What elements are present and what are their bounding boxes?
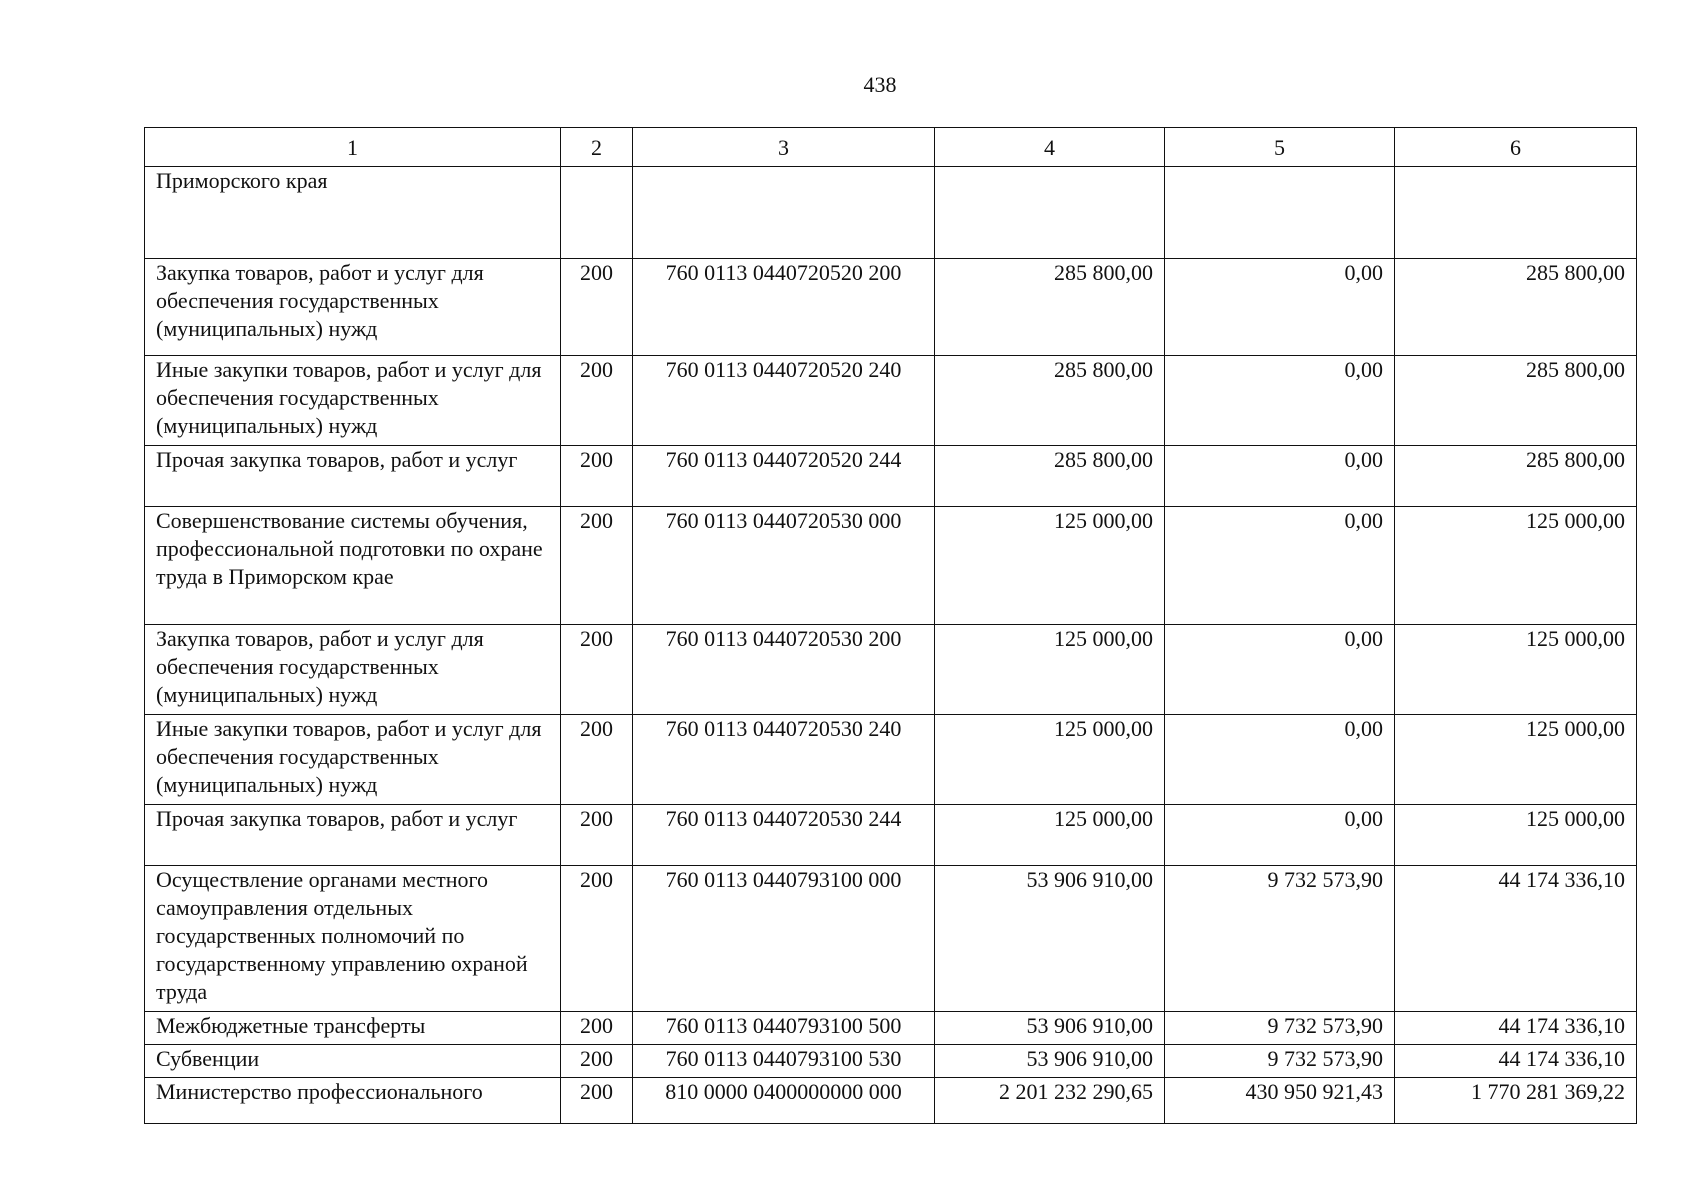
row-code-cell: 200 [561, 805, 633, 866]
row-amount-plan-cell [935, 167, 1165, 259]
row-kbk-cell: 760 0113 0440720520 240 [633, 356, 935, 446]
row-name-cell: Закупка товаров, работ и услуг для обеспечения государственных (муниципальных) нужд [145, 625, 561, 715]
row-kbk-cell: 760 0113 0440720530 000 [633, 507, 935, 625]
budget-table [144, 127, 1637, 1124]
row-kbk-cell: 760 0113 0440720520 244 [633, 446, 935, 507]
table-row [145, 356, 1637, 446]
row-kbk-cell: 810 0000 0400000000 000 [633, 1078, 935, 1124]
row-name-cell: Прочая закупка товаров, работ и услуг [145, 805, 561, 866]
row-amount-exec-cell [1165, 167, 1395, 259]
row-name-cell: Приморского края [145, 167, 561, 259]
row-code-cell [561, 167, 633, 259]
row-amount-plan-cell: 285 800,00 [935, 356, 1165, 446]
row-name-cell: Иные закупки товаров, работ и услуг для обеспечения государственных (муниципальных) нужд [145, 356, 561, 446]
table-row [145, 167, 1637, 259]
row-amount-exec-cell: 9 732 573,90 [1165, 1012, 1395, 1045]
row-name-cell: Прочая закупка товаров, работ и услуг [145, 446, 561, 507]
row-code-cell: 200 [561, 1012, 633, 1045]
table-row [145, 259, 1637, 356]
row-kbk-cell: 760 0113 0440793100 000 [633, 866, 935, 1012]
table-row [145, 866, 1637, 1012]
row-name-cell: Совершенствование системы обучения, профессиональной подготовки по охране труда в Приморском крае [145, 507, 561, 625]
row-amount-exec-cell: 430 950 921,43 [1165, 1078, 1395, 1124]
row-amount-exec-cell: 9 732 573,90 [1165, 1045, 1395, 1078]
row-code-cell: 200 [561, 1045, 633, 1078]
row-amount-exec-cell: 0,00 [1165, 446, 1395, 507]
column-header: 5 [1165, 128, 1395, 167]
row-amount-remain-cell: 125 000,00 [1395, 805, 1637, 866]
row-amount-plan-cell: 2 201 232 290,65 [935, 1078, 1165, 1124]
row-amount-remain-cell: 44 174 336,10 [1395, 1045, 1637, 1078]
column-header: 1 [145, 128, 561, 167]
row-amount-remain-cell: 125 000,00 [1395, 507, 1637, 625]
row-name-cell: Субвенции [145, 1045, 561, 1078]
row-amount-plan-cell: 125 000,00 [935, 805, 1165, 866]
table-row [145, 1045, 1637, 1078]
row-name-cell: Закупка товаров, работ и услуг для обеспечения государственных (муниципальных) нужд [145, 259, 561, 356]
row-amount-plan-cell: 125 000,00 [935, 625, 1165, 715]
row-amount-remain-cell: 285 800,00 [1395, 259, 1637, 356]
table-row [145, 1078, 1637, 1124]
row-amount-plan-cell: 53 906 910,00 [935, 1012, 1165, 1045]
row-amount-remain-cell: 285 800,00 [1395, 446, 1637, 507]
row-amount-exec-cell: 0,00 [1165, 356, 1395, 446]
row-amount-remain-cell: 44 174 336,10 [1395, 866, 1637, 1012]
row-amount-plan-cell: 53 906 910,00 [935, 1045, 1165, 1078]
column-header: 4 [935, 128, 1165, 167]
row-code-cell: 200 [561, 625, 633, 715]
row-name-cell: Министерство профессионального [145, 1078, 561, 1124]
row-amount-exec-cell: 0,00 [1165, 805, 1395, 866]
row-code-cell: 200 [561, 446, 633, 507]
page-number: 438 [863, 72, 897, 97]
column-header: 6 [1395, 128, 1637, 167]
row-code-cell: 200 [561, 1078, 633, 1124]
table-row [145, 446, 1637, 507]
row-amount-remain-cell: 285 800,00 [1395, 356, 1637, 446]
row-amount-remain-cell: 125 000,00 [1395, 715, 1637, 805]
row-amount-remain-cell: 44 174 336,10 [1395, 1012, 1637, 1045]
table-row [145, 715, 1637, 805]
row-code-cell: 200 [561, 507, 633, 625]
row-code-cell: 200 [561, 715, 633, 805]
row-name-cell: Межбюджетные трансферты [145, 1012, 561, 1045]
row-kbk-cell: 760 0113 0440793100 500 [633, 1012, 935, 1045]
table-row [145, 625, 1637, 715]
table-row [145, 507, 1637, 625]
row-kbk-cell: 760 0113 0440720530 240 [633, 715, 935, 805]
row-code-cell: 200 [561, 259, 633, 356]
column-header: 2 [561, 128, 633, 167]
row-amount-remain-cell [1395, 167, 1637, 259]
row-amount-exec-cell: 0,00 [1165, 507, 1395, 625]
table-row [145, 805, 1637, 866]
row-kbk-cell: 760 0113 0440720530 244 [633, 805, 935, 866]
row-code-cell: 200 [561, 356, 633, 446]
row-amount-exec-cell: 9 732 573,90 [1165, 866, 1395, 1012]
row-kbk-cell [633, 167, 935, 259]
row-amount-plan-cell: 125 000,00 [935, 507, 1165, 625]
row-name-cell: Иные закупки товаров, работ и услуг для обеспечения государственных (муниципальных) нужд [145, 715, 561, 805]
row-amount-plan-cell: 53 906 910,00 [935, 866, 1165, 1012]
row-kbk-cell: 760 0113 0440720530 200 [633, 625, 935, 715]
column-header: 3 [633, 128, 935, 167]
row-amount-exec-cell: 0,00 [1165, 625, 1395, 715]
row-amount-exec-cell: 0,00 [1165, 259, 1395, 356]
row-amount-remain-cell: 1 770 281 369,22 [1395, 1078, 1637, 1124]
header-row [145, 128, 1637, 167]
row-amount-exec-cell: 0,00 [1165, 715, 1395, 805]
row-amount-plan-cell: 285 800,00 [935, 259, 1165, 356]
row-amount-plan-cell: 125 000,00 [935, 715, 1165, 805]
row-code-cell: 200 [561, 866, 633, 1012]
row-kbk-cell: 760 0113 0440720520 200 [633, 259, 935, 356]
row-amount-remain-cell: 125 000,00 [1395, 625, 1637, 715]
row-amount-plan-cell: 285 800,00 [935, 446, 1165, 507]
row-name-cell: Осуществление органами местного самоуправления отдельных государственных полномочий по государственному управлению охраной труда [145, 866, 561, 1012]
table-row [145, 1012, 1637, 1045]
row-kbk-cell: 760 0113 0440793100 530 [633, 1045, 935, 1078]
